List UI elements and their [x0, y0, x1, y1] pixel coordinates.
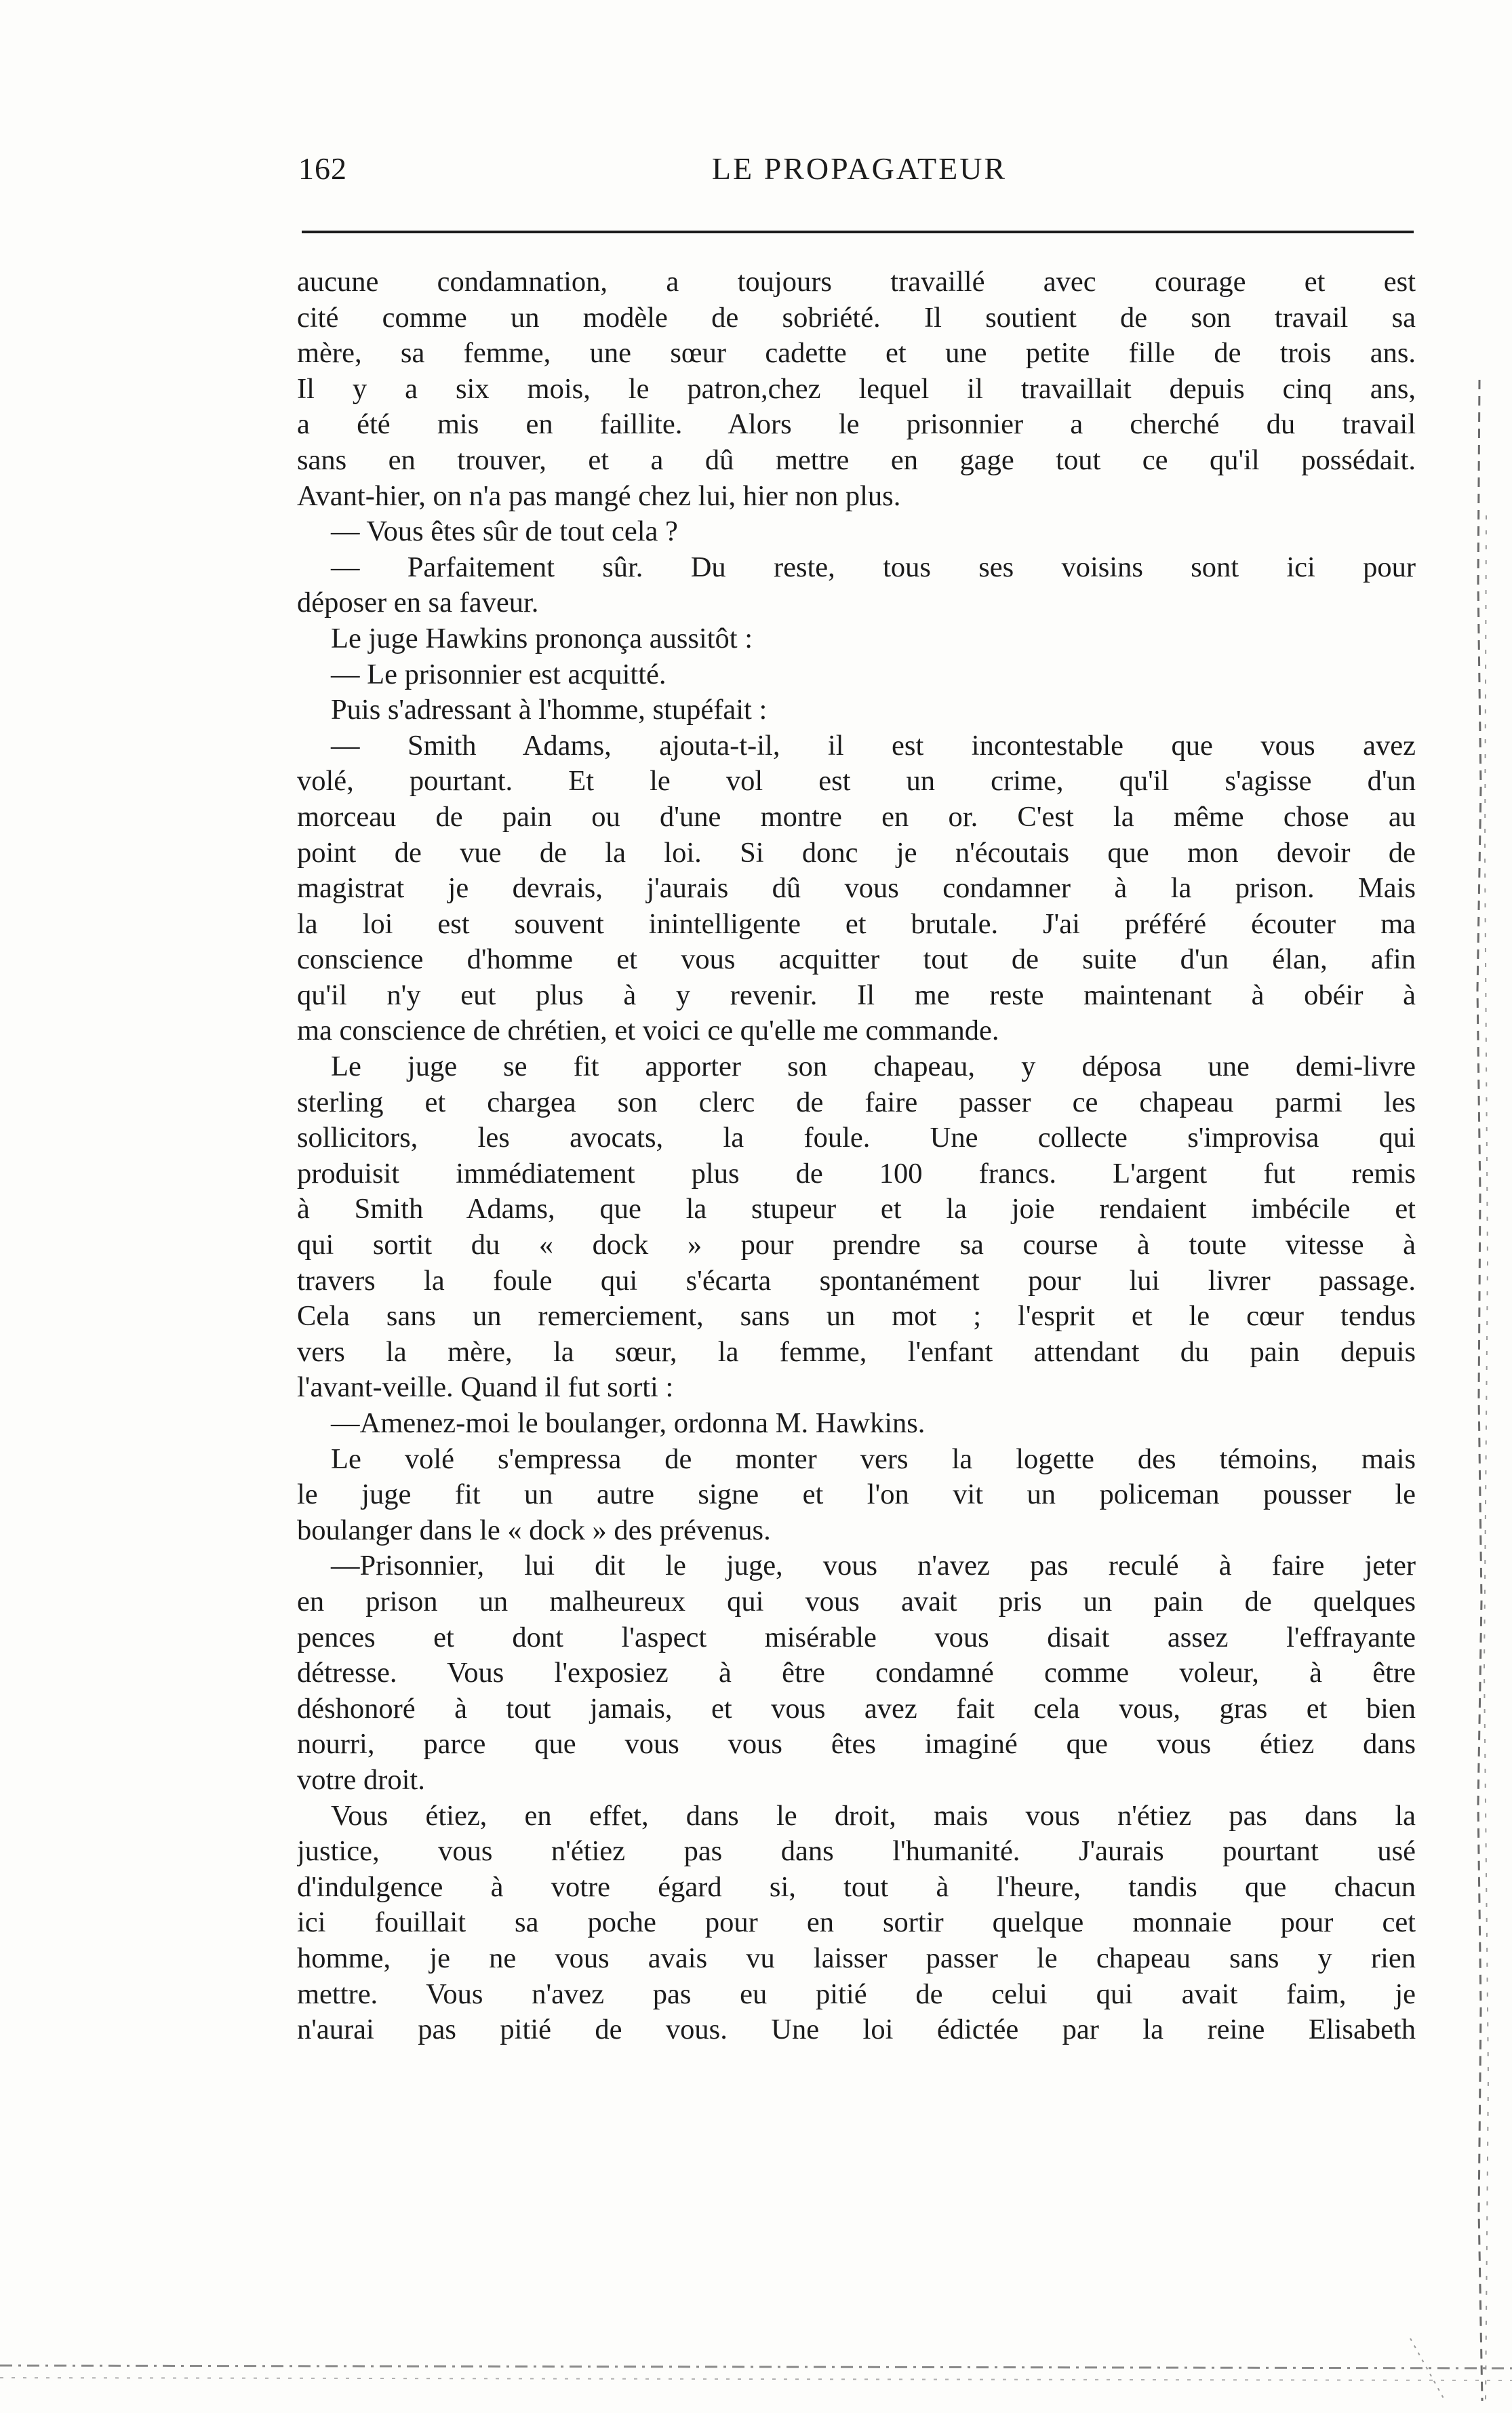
- text-line: mère, sa femme, une sœur cadette et une petite fille de trois ans.: [297, 337, 1416, 370]
- text-line: mettre. Vous n'avez pas eu pitié de celui qui avait faim, je: [297, 1978, 1416, 2010]
- text-line: — Parfaitement sûr. Du reste, tous ses voisins sont ici pour: [331, 551, 1416, 583]
- text-line: Le juge Hawkins prononça aussitôt :: [331, 622, 753, 654]
- text-line: magistrat je devrais, j'aurais dû vous condamner à la prison. Mais: [297, 872, 1416, 905]
- text-line: détresse. Vous l'exposiez à être condamné comme voleur, à être: [297, 1657, 1416, 1689]
- text-line: sans en trouver, et a dû mettre en gage tout ce qu'il possédait.: [297, 444, 1416, 476]
- text-line: ici fouillait sa poche pour en sortir quelque monnaie pour cet: [297, 1906, 1416, 1939]
- text-line: travers la foule qui s'écarta spontanément pour lui livrer passage.: [297, 1264, 1416, 1297]
- text-line: la loi est souvent inintelligente et brutale. J'ai préféré écouter ma: [297, 907, 1416, 940]
- header-rule: [302, 231, 1414, 233]
- body-text: [297, 264, 1416, 2048]
- text-line: morceau de pain ou d'une montre en or. C'est la même chose au: [297, 800, 1416, 833]
- text-line: vers la mère, la sœur, la femme, l'enfant attendant du pain depuis: [297, 1335, 1416, 1368]
- text-line: conscience d'homme et vous acquitter tout de suite d'un élan, afin: [297, 943, 1416, 976]
- text-line: sollicitors, les avocats, la foule. Une collecte s'improvisa qui: [297, 1122, 1416, 1154]
- page-header: [298, 151, 1420, 199]
- text-line: le juge fit un autre signe et l'on vit un policeman pousser le: [297, 1478, 1416, 1511]
- text-line: Vous étiez, en effet, dans le droit, mais vous n'étiez pas dans la: [331, 1799, 1416, 1832]
- text-line: a été mis en faillite. Alors le prisonnier a cherché du travail: [297, 408, 1416, 441]
- page-edge-shadow: [1466, 380, 1493, 2401]
- text-line: Cela sans un remerciement, sans un mot ; l'esprit et le cœur tendus: [297, 1300, 1416, 1333]
- text-line: en prison un malheureux qui vous avait pris un pain de quelques: [297, 1585, 1416, 1617]
- text-line: sterling et chargea son clerc de faire passer ce chapeau parmi les: [297, 1086, 1416, 1118]
- text-line: volé, pourtant. Et le vol est un crime, qu'il s'agisse d'un: [297, 765, 1416, 798]
- text-line: votre droit.: [297, 1763, 425, 1796]
- text-line: — Vous êtes sûr de tout cela ?: [331, 515, 678, 548]
- text-line: pences et dont l'aspect misérable vous disait assez l'effrayante: [297, 1621, 1416, 1653]
- text-line: —Amenez-moi le boulanger, ordonna M. Hawkins.: [331, 1407, 926, 1439]
- text-line: Il y a six mois, le patron,chez lequel il travaillait depuis cinq ans,: [297, 372, 1416, 405]
- text-line: Avant-hier, on n'a pas mangé chez lui, hier non plus.: [297, 479, 901, 512]
- text-line: — Smith Adams, ajouta-t-il, il est incontestable que vous avez: [331, 729, 1416, 762]
- running-title: LE PROPAGATEUR: [711, 151, 1008, 186]
- text-line: déposer en sa faveur.: [297, 587, 539, 619]
- text-line: l'avant-veille. Quand il fut sorti :: [297, 1371, 674, 1404]
- text-line: cité comme un modèle de sobriété. Il soutient de son travail sa: [297, 301, 1416, 334]
- text-line: qui sortit du « dock » pour prendre sa course à toute vitesse à: [297, 1229, 1416, 1261]
- text-line: boulanger dans le « dock » des prévenus.: [297, 1514, 771, 1546]
- text-line: ma conscience de chrétien, et voici ce qu'elle me commande.: [297, 1015, 999, 1047]
- text-line: nourri, parce que vous vous êtes imaginé que vous étiez dans: [297, 1728, 1416, 1761]
- text-line: aucune condamnation, a toujours travaillé avec courage et est: [297, 266, 1416, 298]
- text-line: produisit immédiatement plus de 100 francs. L'argent fut remis: [297, 1157, 1416, 1190]
- text-line: —Prisonnier, lui dit le juge, vous n'avez pas reculé à faire jeter: [331, 1550, 1416, 1582]
- text-line: Puis s'adressant à l'homme, stupéfait :: [331, 694, 768, 726]
- page-bottom-shadow: [0, 2338, 1512, 2399]
- text-line: n'aurai pas pitié de vous. Une loi édictée par la reine Elisabeth: [297, 2014, 1416, 2046]
- text-line: qu'il n'y eut plus à y revenir. Il me reste maintenant à obéir à: [297, 979, 1416, 1011]
- text-line: déshonoré à tout jamais, et vous avez fait cela vous, gras et bien: [297, 1692, 1416, 1725]
- text-line: Le juge se fit apporter son chapeau, y déposa une demi-livre: [331, 1051, 1416, 1083]
- text-line: homme, je ne vous avais vu laisser passer le chapeau sans y rien: [297, 1942, 1416, 1974]
- text-line: Le volé s'empressa de monter vers la logette des témoins, mais: [331, 1443, 1416, 1475]
- text-line: d'indulgence à votre égard si, tout à l'heure, tandis que chacun: [297, 1870, 1416, 1903]
- text-line: — Le prisonnier est acquitté.: [331, 658, 667, 690]
- text-line: justice, vous n'étiez pas dans l'humanité. J'aurais pourtant usé: [297, 1835, 1416, 1868]
- page-number: 162: [298, 151, 347, 186]
- text-line: point de vue de la loi. Si donc je n'écoutais que mon devoir de: [297, 836, 1416, 869]
- text-line: à Smith Adams, que la stupeur et la joie rendaient imbécile et: [297, 1193, 1416, 1225]
